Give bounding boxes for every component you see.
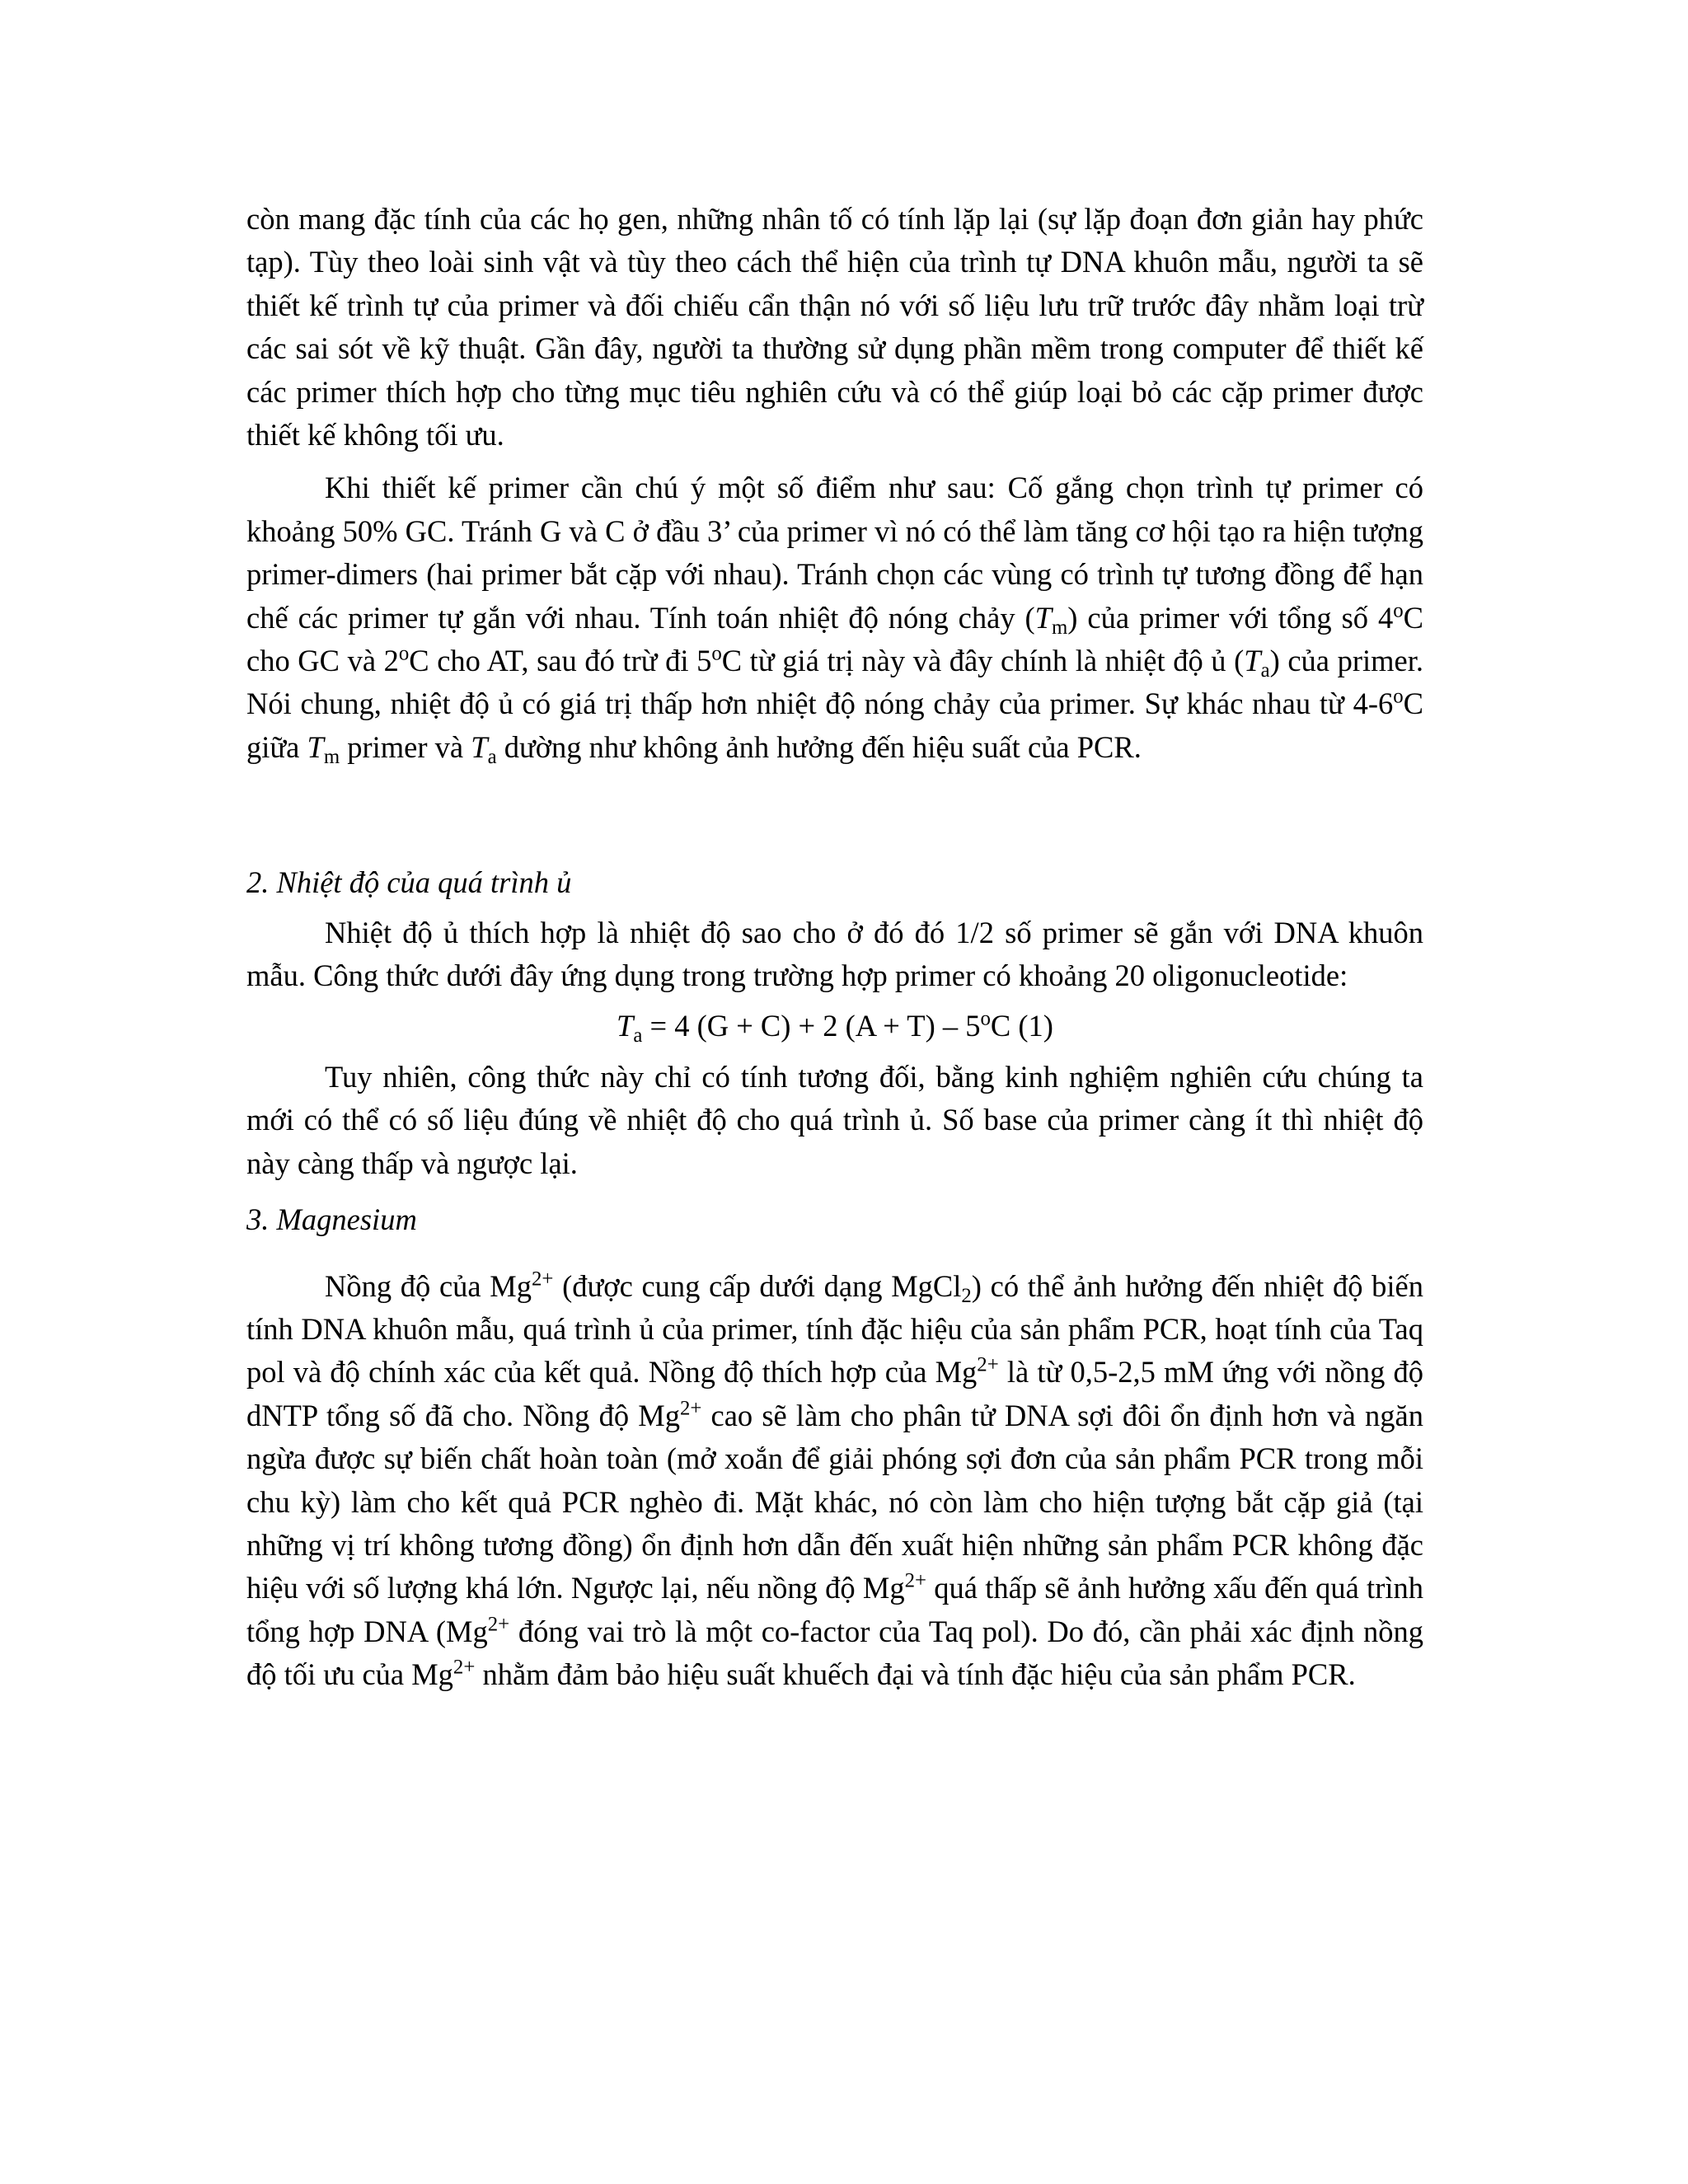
tm-subscript: m bbox=[1051, 616, 1068, 639]
text-span: đóng vai trò là một co-factor của Taq pol). Do đó, cần phải xác định nồng độ tối ưu của Mg bbox=[246, 1614, 1423, 1692]
ta-subscript: a bbox=[487, 745, 497, 768]
charge-superscript: 2+ bbox=[977, 1353, 999, 1376]
ta-subscript: a bbox=[1260, 659, 1270, 682]
page-content bbox=[246, 198, 1423, 1697]
text-span: quá thấp sẽ ảnh hưởng xấu đến quá trình tổng hợp DNA (Mg bbox=[246, 1571, 1423, 1648]
intro-paragraph-2 bbox=[246, 466, 1423, 769]
annealing-paragraph-1: Nhiệt độ ủ thích hợp là nhiệt độ sao cho ở đó đó 1/2 số primer sẽ gắn với DNA khuôn mẫu. Công thức dưới đây ứng dụng trong trường hợp primer có khoảng 20 oligonucleotide: bbox=[246, 915, 1423, 993]
ta-symbol: T bbox=[617, 1008, 634, 1043]
formula-text: C (1) bbox=[990, 1008, 1053, 1043]
intro-paragraph-1: còn mang đặc tính của các họ gen, những nhân tố có tính lặp lại (sự lặp đoạn đơn giản hay phức tạp). Tùy theo loài sinh vật và tùy theo cách thể hiện của trình tự DNA khuôn mẫu, người ta sẽ thiết kế trình tự của primer và đối chiếu cẩn thận nó với số liệu lưu trữ trước đây nhằm loại trừ các sai sót về kỹ thuật. Gần đây, người ta thường sử dụng phần mềm trong computer để thiết kế các primer thích hợp cho từng mục tiêu nghiên cứu và có thể giúp loại bỏ các cặp primer được thiết kế không tối ưu. bbox=[246, 202, 1423, 452]
formula-text: = 4 (G + C) + 2 (A + T) – 5 bbox=[642, 1008, 981, 1043]
text-span: cao sẽ làm cho phân tử DNA sợi đôi ổn định hơn và ngăn ngừa được sự biến chất hoàn toàn (mở xoắn để giải phóng sợi đơn của sản phẩm PCR trong mỗi chu kỳ) làm cho kết quả PCR nghèo đi. Mặt khác, nó còn làm cho hiện tượng bắt cặp giả (tại những vị trí không tương đồng) ổn định hơn dẫn đến xuất hiện những sản phẩm PCR không đặc hiệu với số lượng khá lớn. Ngược lại, nếu nồng độ Mg bbox=[246, 1398, 1423, 1605]
degree-mark: o bbox=[1393, 685, 1404, 708]
section-heading-annealing-temperature: 2. Nhiệt độ của quá trình ủ bbox=[246, 865, 572, 900]
degree-mark: o bbox=[980, 1006, 991, 1029]
annealing-paragraph-2: Tuy nhiên, công thức này chỉ có tính tương đối, bằng kinh nghiệm nghiên cứu chúng ta mới có thể có số liệu đúng về nhiệt độ cho quá trình ủ. Số base của primer càng ít thì nhiệt độ này càng thấp và ngược lại. bbox=[246, 1059, 1423, 1180]
charge-superscript: 2+ bbox=[487, 1613, 510, 1636]
annealing-formula bbox=[246, 1005, 1423, 1047]
text-span: ) của primer với tổng số 4 bbox=[1067, 600, 1394, 635]
charge-superscript: 2+ bbox=[904, 1569, 927, 1592]
degree-mark: o bbox=[398, 642, 410, 665]
formula-subscript: 2 bbox=[961, 1284, 972, 1307]
magnesium-paragraph bbox=[246, 1265, 1423, 1697]
text-span: (được cung cấp dưới dạng MgCl bbox=[553, 1268, 962, 1303]
tm-symbol: T bbox=[1034, 600, 1052, 635]
charge-superscript: 2+ bbox=[452, 1656, 476, 1679]
text-span: C cho GC và 2 bbox=[246, 600, 1423, 678]
degree-mark: o bbox=[711, 642, 722, 665]
text-span: C giữa bbox=[246, 687, 1423, 764]
text-span: C từ giá trị này và đây chính là nhiệt độ ủ ( bbox=[721, 644, 1245, 678]
text-span: dường như không ảnh hưởng đến hiệu suất của PCR. bbox=[496, 729, 1142, 764]
ta-subscript: a bbox=[633, 1024, 643, 1047]
text-span: ) có thể ảnh hưởng đến nhiệt độ biến tính DNA khuôn mẫu, quá trình ủ của primer, tính đặc hiệu của sản phẩm PCR, hoạt tính của Taq pol và độ chính xác của kết quả. Nồng độ thích hợp của Mg bbox=[246, 1268, 1423, 1390]
text-span: là từ 0,5-2,5 mM ứng với nồng độ dNTP tổng số đã cho. Nồng độ Mg bbox=[246, 1355, 1423, 1432]
tm-subscript: m bbox=[323, 745, 340, 768]
text-span: primer và bbox=[340, 729, 471, 764]
text-span: Khi thiết kế primer cần chú ý một số điểm như sau: Cố gắng chọn trình tự primer có khoảng 50% GC. Tránh G và C ở đầu 3’ của primer vì nó có thể làm tăng cơ hội tạo ra hiện tượng primer-dimers (hai primer bắt cặp với nhau). Tránh chọn các vùng có trình tự tương đồng để hạn chế các primer tự gắn với nhau. Tính toán nhiệt độ nóng chảy ( bbox=[246, 471, 1423, 635]
text-span: C cho AT, sau đó trừ đi 5 bbox=[409, 644, 712, 678]
charge-superscript: 2+ bbox=[532, 1267, 554, 1290]
charge-superscript: 2+ bbox=[679, 1397, 702, 1420]
degree-mark: o bbox=[1393, 599, 1404, 622]
text-span: ) của primer. Nói chung, nhiệt độ ủ có giá trị thấp hơn nhiệt độ nóng chảy của primer. Sự khác nhau từ 4-6 bbox=[246, 644, 1423, 721]
text-span: Nồng độ của Mg bbox=[325, 1268, 532, 1303]
text-span: nhằm đảm bảo hiệu suất khuếch đại và tính đặc hiệu của sản phẩm PCR. bbox=[475, 1657, 1356, 1692]
ta-symbol: T bbox=[471, 729, 488, 764]
section-heading-magnesium: 3. Magnesium bbox=[246, 1202, 417, 1237]
tm-symbol: T bbox=[307, 729, 324, 764]
ta-symbol: T bbox=[1244, 644, 1261, 678]
